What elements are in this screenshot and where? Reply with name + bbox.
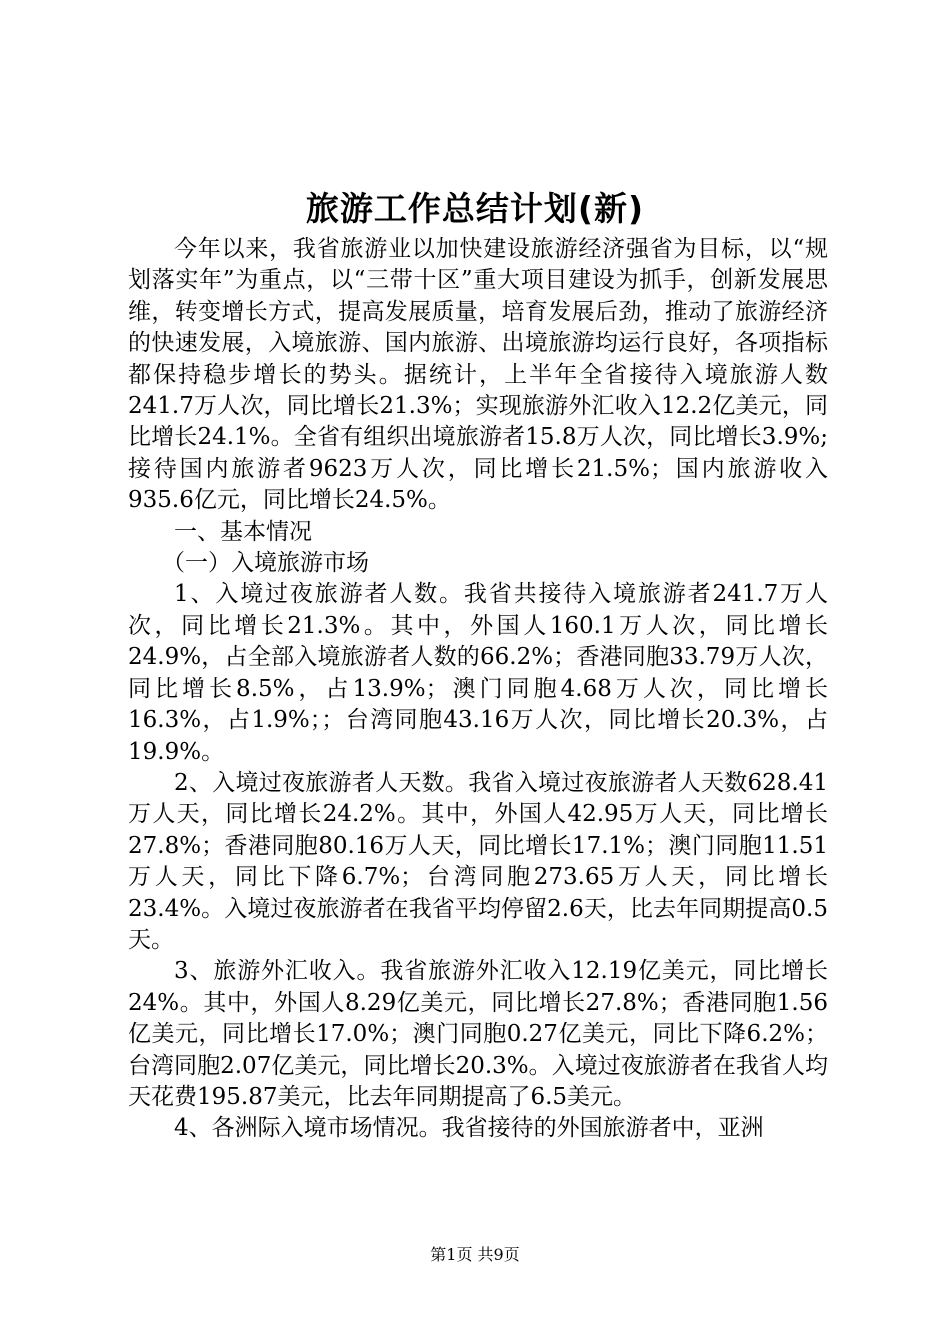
paragraph-inbound-days: 2、入境过夜旅游者人天数。我省入境过夜旅游者人天数628.41万人天，同比增长24.2%。其中，外国人42.95万人天，同比增长27.8%；香港同胞80.16万人天，同比增长17.1%；澳门同胞11.51万人天，同比下降6.7%；台湾同胞273.65万人天，同比增长23.4%。入境过夜旅游者在我省平均停留2.6天，比去年同期提高0.5天。 <box>128 769 828 953</box>
document-body <box>128 234 828 1145</box>
paragraph-forex-income: 3、旅游外汇收入。我省旅游外汇收入12.19亿美元，同比增长24%。其中，外国人8.29亿美元，同比增长27.8%；香港同胞1.56亿美元，同比增长17.0%；澳门同胞0.27亿美元，同比下降6.2%；台湾同胞2.07亿美元，同比增长20.3%。入境过夜旅游者在我省人均天花费195.87美元，比去年同期提高了6.5美元。 <box>128 958 828 1110</box>
intro-paragraph: 今年以来，我省旅游业以加快建设旅游经济强省为目标，以“规划落实年”为重点，以“三带十区”重大项目建设为抓手，创新发展思维，转变增长方式，提高发展质量，培育发展后劲，推动了旅游经济的快速发展，入境旅游、国内旅游、出境旅游均运行良好，各项指标都保持稳步增长的势头。据统计，上半年全省接待入境旅游人数241.7万人次，同比增长21.3%；实现旅游外汇收入12.2亿美元，同比增长24.1%。全省有组织出境旅游者15.8万人次，同比增长3.9%;接待国内旅游者9623万人次，同比增长21.5%；国内旅游收入935.6亿元，同比增长24.5%。 <box>128 236 828 514</box>
subsection-heading-inbound: （一）入境旅游市场 <box>162 550 369 577</box>
page-footer: 第1页 共9页 <box>430 1245 520 1264</box>
paragraph-continental-markets: 4、各洲际入境市场情况。我省接待的外国旅游者中，亚洲 <box>174 1115 764 1142</box>
paragraph-inbound-visitors: 1、入境过夜旅游者人数。我省共接待入境旅游者241.7万人次，同比增长21.3%。其中，外国人160.1万人次，同比增长24.9%，占全部入境旅游者人数的66.2%；香港同胞33.79万人次，同比增长8.5%，占13.9%；澳门同胞4.68万人次，同比增长16.3%，占1.9%；；台湾同胞43.16万人次，同比增长20.3%，占19.9%。 <box>128 581 828 765</box>
section-heading-basic: 一、基本情况 <box>174 518 312 545</box>
document-title: 旅游工作总结计划(新) <box>305 189 645 228</box>
